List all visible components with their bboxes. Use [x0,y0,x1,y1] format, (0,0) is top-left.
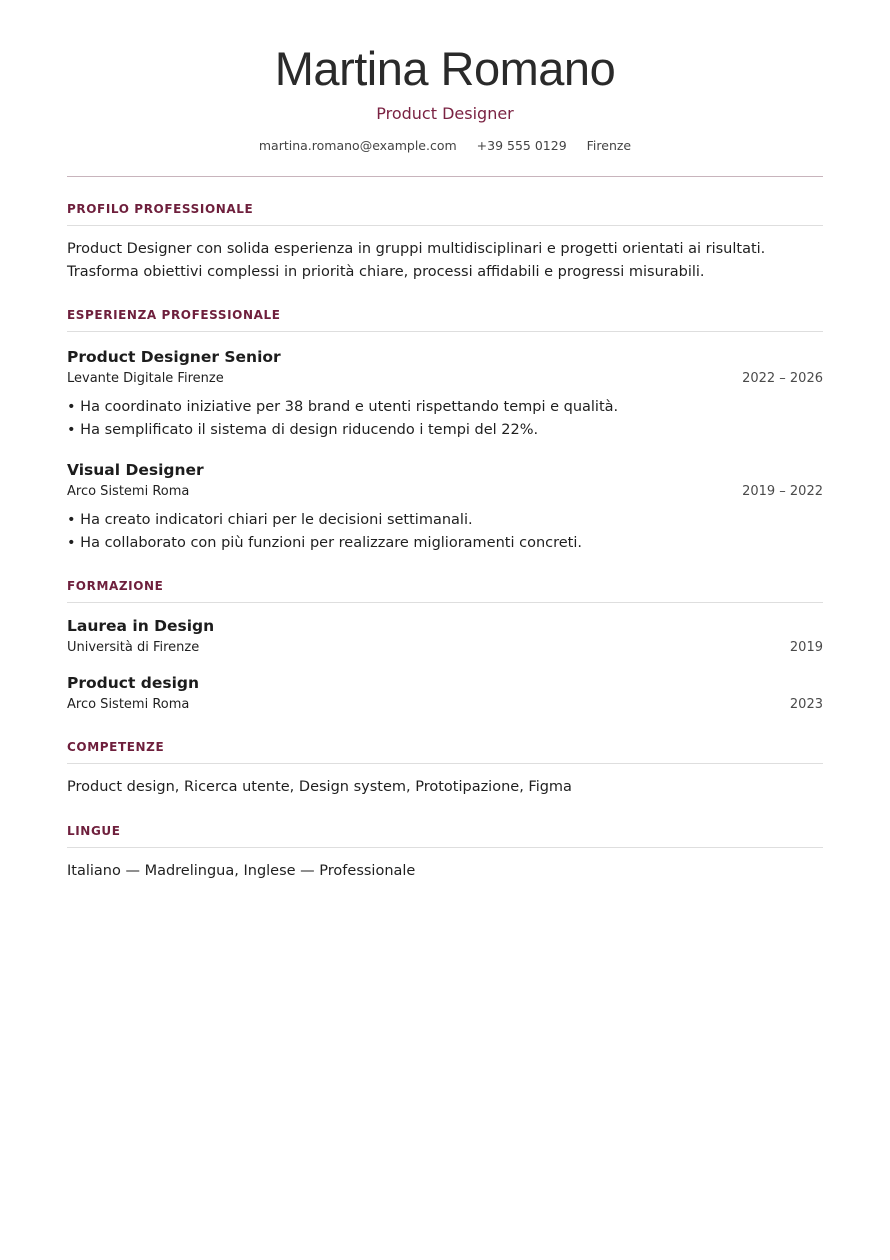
experience-entry [67,346,823,441]
education-meta [67,695,823,715]
education-entry [67,615,823,658]
skills-section [67,739,823,799]
candidate-name: Martina Romano [274,42,616,95]
job-meta [67,482,823,502]
job-meta [67,369,823,389]
experience-entry [67,459,823,554]
section-title: ESPERIENZA PROFESSIONALE [67,307,823,332]
section-title: PROFILO PROFESSIONALE [67,201,823,226]
profile-text: Product Designer con solida esperienza in gruppi multidisciplinari e progetti orientati ai risultati. Trasforma obiettivi complessi in priorità chiare, processi affidabili e progressi misurabili. [67,241,766,280]
job-dates: 2019 – 2022 [742,484,823,499]
achievement-list [67,396,823,441]
degree-title: Product design [67,674,200,692]
contact-line [67,138,823,154]
experience-section [67,307,823,554]
job-title: Visual Designer [67,461,204,479]
contact-phone: +39 555 0129 [476,138,567,153]
education-meta [67,638,823,658]
company-name: Arco Sistemi Roma [67,484,190,499]
resume-header [67,0,823,177]
skills-text: Product design, Ricerca utente, Design system, Prototipazione, Figma [67,779,572,795]
section-title: LINGUE [67,823,823,848]
contact-email: martina.romano@example.com [258,138,457,153]
contact-city: Firenze [586,138,632,153]
achievement-list [67,509,823,554]
school-name: Università di Firenze [67,640,200,655]
school-name: Arco Sistemi Roma [67,697,190,712]
company-name: Levante Digitale Firenze [67,371,224,386]
achievement-item: • Ha collaborato con più funzioni per realizzare miglioramenti concreti. [67,532,823,555]
candidate-role: Product Designer [376,104,514,123]
section-title: FORMAZIONE [67,578,823,603]
profile-section [67,201,823,283]
education-entry [67,672,823,715]
job-dates: 2022 – 2026 [742,371,823,386]
achievement-item: • Ha coordinato iniziative per 38 brand e utenti rispettando tempi e qualità. [67,396,823,419]
education-year: 2019 [789,640,823,655]
education-year: 2023 [789,697,823,712]
header-divider [67,176,823,177]
degree-title: Laurea in Design [67,617,215,635]
languages-text: Italiano — Madrelingua, Inglese — Professionale [67,862,416,879]
section-title: COMPETENZE [67,739,823,764]
achievement-item: • Ha semplificato il sistema di design riducendo i tempi del 22%. [67,419,823,442]
achievement-item: • Ha creato indicatori chiari per le decisioni settimanali. [67,509,823,532]
education-section [67,578,823,715]
languages-section [67,823,823,883]
resume-page [67,0,823,882]
job-title: Product Designer Senior [67,348,281,366]
